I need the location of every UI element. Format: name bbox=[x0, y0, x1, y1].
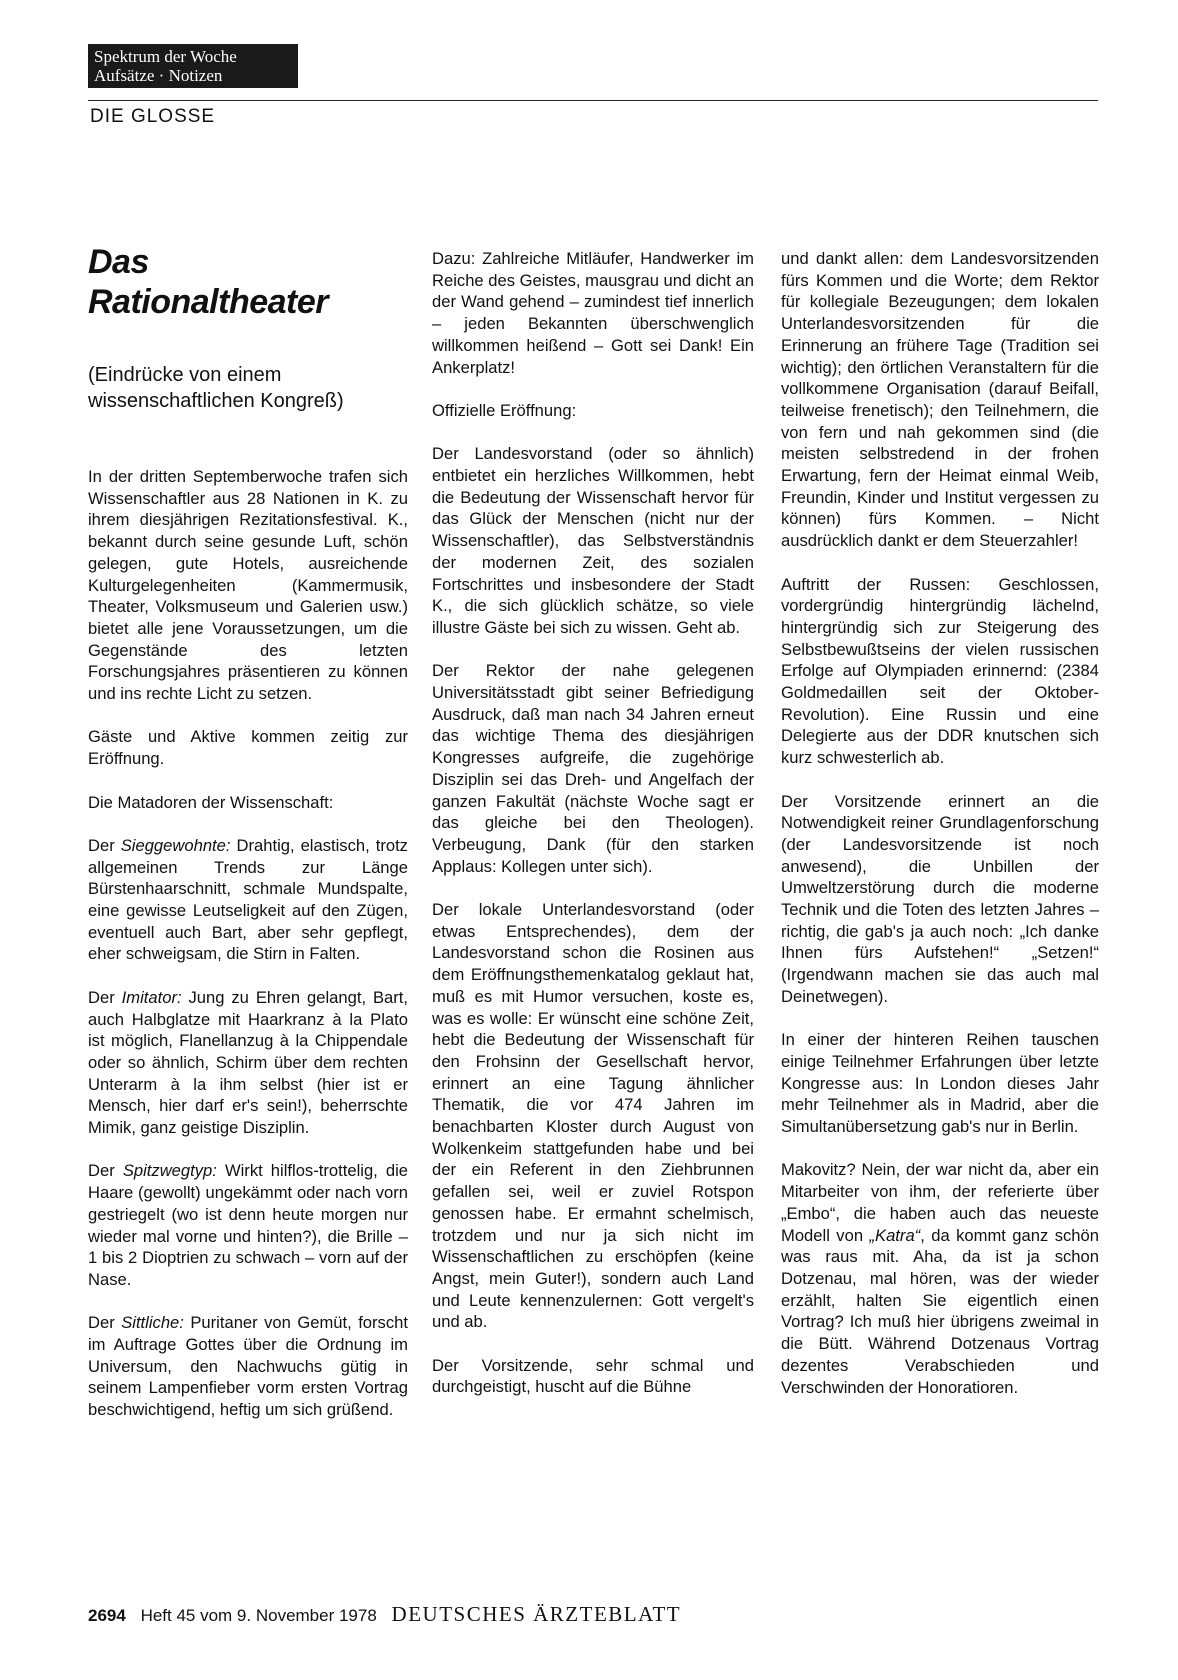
top-rule bbox=[88, 100, 1098, 101]
title-line1: Das bbox=[88, 243, 149, 281]
magazine-name: DEUTSCHES ÄRZTEBLATT bbox=[391, 1602, 682, 1626]
column-1 bbox=[88, 466, 408, 1421]
paragraph: Der lokale Unterlandesvorstand (oder etwas Entsprechendes), dem der Landesvorstand schon die Rosinen aus dem Eröffnungsthemenkatalog geklaut hat, muß es mit Humor versuchen, koste es, was es wolle: Er wünscht eine schöne Zeit, hebt die Bedeutung der Wissenschaft für den Frohsinn der Gesellschaft hervor, erinnert an eine Tagung ähnlicher Thematik, die vor 474 Jahren im benachbarten Kloster durch August von Wolkenkeim stattgefunden habe und bei der ein Referent in den Ziehbrunnen gefallen sei, weil er zuviel Rotspon genossen habe. Er ermahnt schelmisch, trotzdem und nur ja sich nicht im Wissenschaftlichen zu erschöpfen (keine Angst, mein Guter!), sondern auch Land und Leute kennenzulernen: Gott vergelt's und ab. bbox=[432, 900, 754, 1332]
paragraph: Der Rektor der nahe gelegenen Universitätsstadt gibt seiner Befriedigung Ausdruck, daß man nach 34 Jahren erneut das wichtige Thema des diesjährigen Kongresses aufgreife, die zugehörige Disziplin sei das Dreh- und Angelfach der ganzen Fakultät (nächste Woche sagt er das gleiche bei den Theologen). Verbeugung, Dank (für den starken Applaus: Kollegen unter sich). bbox=[432, 661, 754, 876]
issue-info: Heft 45 vom 9. November 1978 bbox=[140, 1606, 377, 1625]
section-header-line1: Spektrum der Woche bbox=[94, 47, 237, 66]
type-paragraph: Der Spitzwegtyp: Wirkt hilflos-trottelig, die Haare (gewollt) ungekämmt oder nach vorn gestriegelt (wo ist denn heute morgen nur wieder mal vorne und hinten?), die Brille – 1 bis 2 Dioptrien zu schwach – vorn auf der Nase. bbox=[88, 1161, 408, 1289]
subtitle-line2: wissenschaftlichen Kongreß) bbox=[88, 390, 344, 412]
paragraph: Der Landesvorstand (oder so ähnlich) entbietet ein herzliches Willkommen, hebt die Bedeutung der Wissenschaft hervor für das Glück der Menschen (nicht nur der Wissenschaftler), das Selbstverständnis der modernen Zeit, des sozialen Fortschrittes und insbesondere der Stadt K., die sich glücklich schätze, so viele illustre Gäste bei sich zu wissen. Geht ab. bbox=[432, 444, 754, 637]
type-paragraph: Der Imitator: Jung zu Ehren gelangt, Bart, auch Halbglatze mit Haarkranz à la Plato ist möglich, Flanellanzug à la Chippendale oder so ähnlich, Schirm über dem rechten Unterarm à la ihm selbst (hier ist er Mensch, hier darf er's sein!), beherrschte Mimik, ganz geistige Disziplin. bbox=[88, 987, 408, 1138]
paragraph: In einer der hinteren Reihen tauschen einige Teilnehmer Erfahrungen über letzte Kongresse aus: In London dieses Jahr mehr Teilnehmer als in Madrid, aber die Simultanübersetzung gab's nur in Berlin. bbox=[781, 1030, 1099, 1137]
paragraph: Makovitz? Nein, der war nicht da, aber ein Mitarbeiter von ihm, der referierte über „Embo“, die haben auch das neueste Modell von „Katra“, da kommt ganz schön was raus mit. Aha, da ist ja schon Dotzenau, mal hören, was der wieder erzählt, halten Sie eigentlich einen Vortrag? Ich muß hier übrigens zweimal in die Bütt. Während Dotzenaus Vortrag dezentes Verabschieden und Verschwinden der Honoratioren. bbox=[781, 1160, 1099, 1397]
paragraph: Gäste und Aktive kommen zeitig zur Eröffnung. bbox=[88, 727, 408, 769]
section-label: DIE GLOSSE bbox=[90, 106, 216, 127]
article-subtitle bbox=[88, 362, 418, 414]
page-number: 2694 bbox=[88, 1606, 126, 1625]
title-line2: Rationaltheater bbox=[88, 283, 328, 321]
type-name: Sittliche: bbox=[121, 1313, 184, 1333]
section-header-line2: Aufsätze · Notizen bbox=[94, 66, 223, 85]
column-2 bbox=[432, 248, 754, 1398]
type-name: Spitzwegtyp: bbox=[122, 1161, 217, 1181]
type-name: Sieggewohnte: bbox=[120, 835, 231, 855]
paragraph: Offizielle Eröffnung: bbox=[432, 400, 577, 420]
subtitle-line1: (Eindrücke von einem bbox=[88, 364, 282, 386]
column-3 bbox=[781, 248, 1099, 1398]
paragraph: Auftritt der Russen: Geschlossen, vordergründig hintergründig lächelnd, hintergründig sich zur Steigerung des Selbstbewußtseins der vielen russischen Erfolge auf Olympiaden erinnernd: (2384 Goldmedaillen seit der Oktober-Revolution). Eine Russin und eine Delegierte aus der DDR knutschen sich kurz schwesterlich ab. bbox=[781, 574, 1099, 768]
article-title bbox=[88, 242, 418, 322]
paragraph: Der Vorsitzende erinnert an die Notwendigkeit reiner Grundlagenforschung (der Landesvorsitzende ist noch anwesend), die Unbillen der Umweltzerstörung durch die moderne Technik und die Toten des letzten Jahres – richtig, die gab's ja auch noch: „Ich danke Ihnen fürs Aufstehen!“ „Setzen!“ (Irgendwann machen sie das auch mal Deinetwegen). bbox=[781, 791, 1099, 1006]
paragraph: In der dritten Septemberwoche trafen sich Wissenschaftler aus 28 Nationen in K. zu ihrem diesjährigen Rezitationsfestival. K., bekannt durch seine gesunde Luft, schön gelegen, gute Hotels, ausreichende Kulturgelegenheiten (Kammermusik, Theater, Volksmuseum und Galerien usw.) bietet alle jene Voraussetzungen, um die Gegenstände des letzten Forschungsjahres präsentieren zu können und ins rechte Licht zu setzen. bbox=[88, 467, 408, 704]
type-paragraph: Der Sieggewohnte: Drahtig, elastisch, trotz allgemeinen Trends zur Länge Bürstenhaarschnitt, schmale Mundspalte, eine gewisse Leutseligkeit auf den Zügen, eventuell auch Bart, aber sehr gepflegt, eher schweigsam, die Stirn in Falten. bbox=[88, 835, 408, 964]
paragraph: Der Vorsitzende, sehr schmal und durchgeistigt, huscht auf die Bühne bbox=[432, 1355, 754, 1397]
section-header-box bbox=[88, 44, 298, 88]
paragraph: und dankt allen: dem Landesvorsitzenden fürs Kommen und die Worte; dem Rektor für kollegiale Bezeugungen; dem lokalen Unterlandesvorsitzenden für die Erinnerung an frühere Tage (Tradition sei wichtig); den örtlichen Veranstaltern für die vollkommene Organisation (darauf Beifall, teilweise frenetisch); den Teilnehmern, die von fern und nah gekommen sind (die meisten selbstredend in der frohen Erwartung, fern der Heimat einmal Weib, Freundin, Kinder und Institut vergessen zu können) fürs Kommen. – Nicht ausdrücklich dankt er dem Steuerzahler! bbox=[781, 249, 1099, 551]
type-paragraph: Der Sittliche: Puritaner von Gemüt, forscht im Auftrage Gottes über die Ordnung im Universum, den Nachwuchs gütig in seinem Lampenfieber vorm ersten Vortrag beschwichtigend, heftig um sich grüßend. bbox=[88, 1313, 408, 1420]
page-footer bbox=[88, 1602, 681, 1627]
paragraph: Dazu: Zahlreiche Mitläufer, Handwerker im Reiche des Geistes, mausgrau und dicht an der Wand gehend – zumindest tief innerlich – jeden Bekannten überschwenglich willkommen heißend – Gott sei Dank! Ein Ankerplatz! bbox=[432, 249, 754, 377]
paragraph: Die Matadoren der Wissenschaft: bbox=[88, 792, 334, 812]
type-name: Imitator: bbox=[121, 987, 182, 1007]
